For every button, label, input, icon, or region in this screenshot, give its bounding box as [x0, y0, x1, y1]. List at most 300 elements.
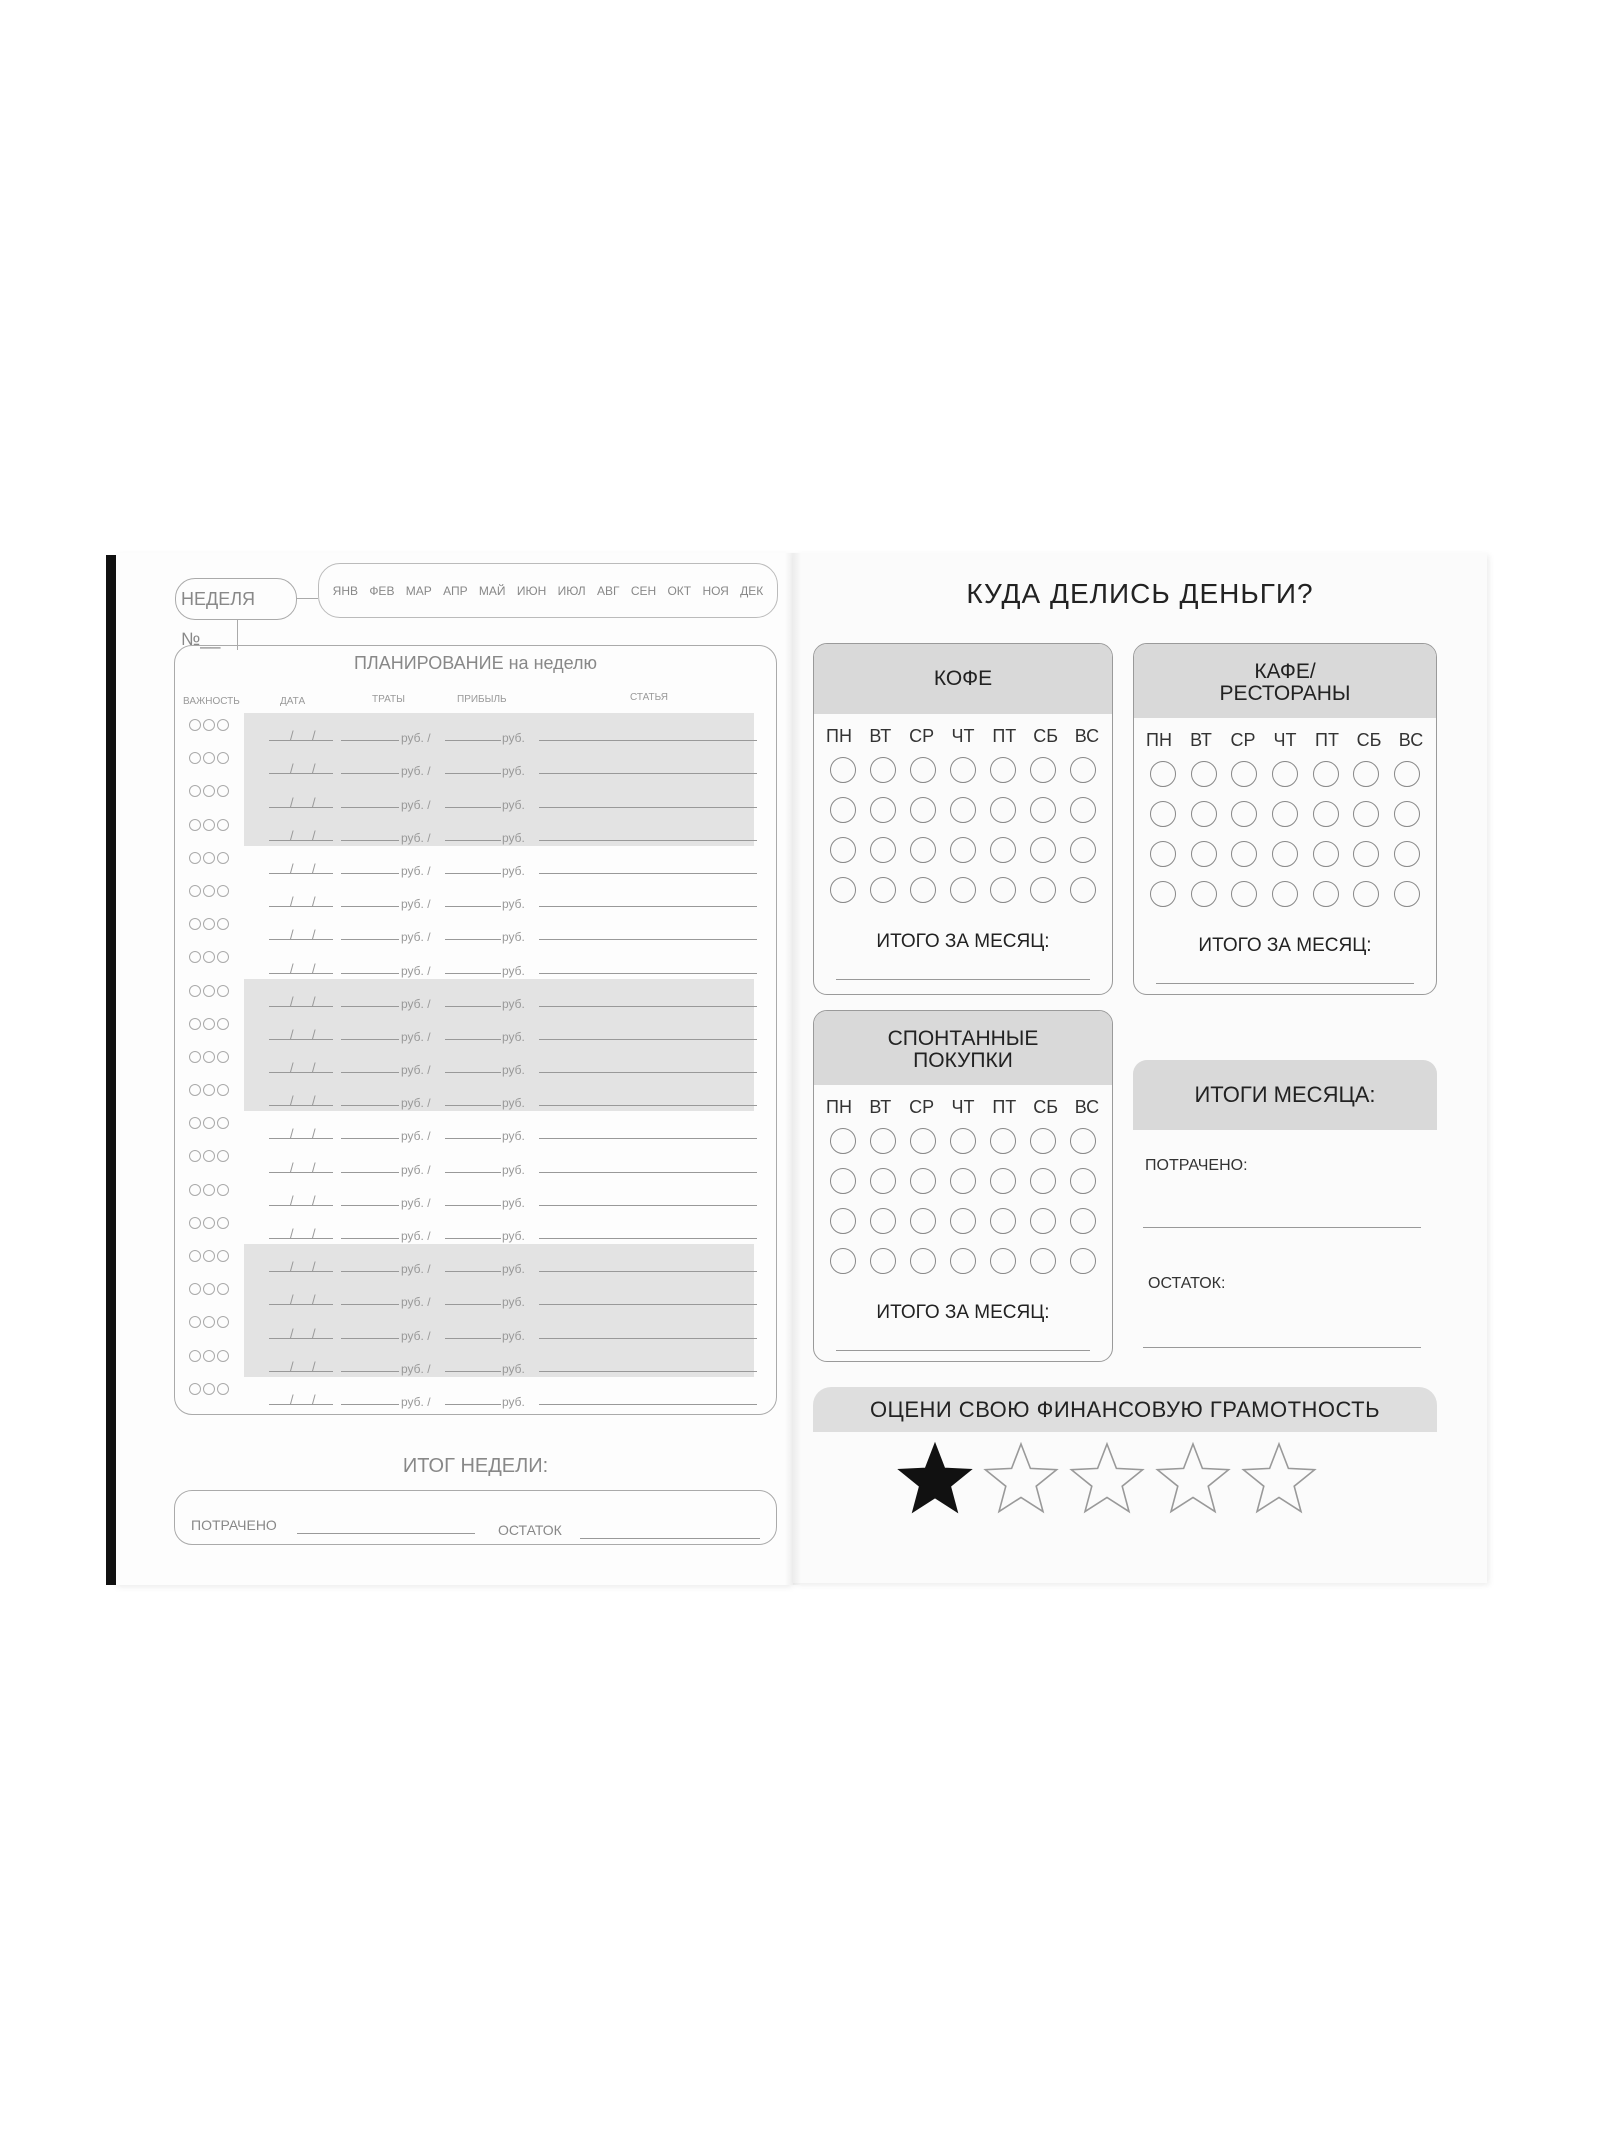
rub-label: руб. /: [401, 1262, 431, 1277]
tracker-circle[interactable]: [830, 757, 856, 783]
tracker-circle[interactable]: [1150, 841, 1176, 867]
tracker-circle[interactable]: [1030, 1128, 1056, 1154]
tracker-circle[interactable]: [1272, 841, 1298, 867]
importance-dot[interactable]: [189, 1084, 201, 1096]
tracker-circle[interactable]: [830, 1208, 856, 1234]
importance-dot[interactable]: [217, 819, 229, 831]
cafe-title-text: КАФЕ/ РЕСТОРАНЫ: [1219, 659, 1351, 705]
expense-field[interactable]: [341, 906, 399, 907]
tracker-circle[interactable]: [910, 1168, 936, 1194]
cafe-total-field[interactable]: [1156, 983, 1414, 984]
tracker-circle[interactable]: [1150, 881, 1176, 907]
importance-dot[interactable]: [203, 852, 215, 864]
importance-dot[interactable]: [203, 752, 215, 764]
importance-dot[interactable]: [217, 885, 229, 897]
tracker-circle[interactable]: [1030, 797, 1056, 823]
tracker-circle[interactable]: [910, 757, 936, 783]
date-field[interactable]: [269, 1071, 333, 1073]
expense-field[interactable]: [341, 973, 399, 974]
category-field[interactable]: [539, 1105, 757, 1106]
rating-stars: [895, 1440, 1319, 1516]
tracker-circle[interactable]: [910, 837, 936, 863]
month-selector: [318, 563, 778, 618]
expense-field[interactable]: [341, 1138, 399, 1139]
tracker-circle[interactable]: [830, 797, 856, 823]
date-field[interactable]: [269, 1005, 333, 1007]
importance-dot[interactable]: [203, 1350, 215, 1362]
tracker-circle[interactable]: [990, 1248, 1016, 1274]
importance-dot[interactable]: [217, 852, 229, 864]
importance-dot[interactable]: [217, 752, 229, 764]
tracker-circle[interactable]: [1191, 801, 1217, 827]
tracker-circle[interactable]: [1313, 801, 1339, 827]
date-separator: /: [290, 1126, 294, 1142]
tracker-circle[interactable]: [1030, 1168, 1056, 1194]
expense-field[interactable]: [341, 1006, 399, 1007]
tracker-circle[interactable]: [870, 797, 896, 823]
row-shading: [244, 779, 754, 812]
importance-dot[interactable]: [189, 885, 201, 897]
importance-dot[interactable]: [217, 1217, 229, 1229]
rub-label: руб.: [502, 963, 525, 978]
expense-field[interactable]: [341, 1304, 399, 1305]
tracker-circle[interactable]: [1070, 1208, 1096, 1234]
star-outline-icon[interactable]: [981, 1440, 1061, 1516]
category-field[interactable]: [539, 1371, 757, 1372]
date-separator: /: [290, 794, 294, 810]
star-outline-icon[interactable]: [1067, 1440, 1147, 1516]
tracker-circle[interactable]: [1394, 761, 1420, 787]
month-jun[interactable]: ИЮН: [516, 583, 547, 598]
importance-dot[interactable]: [203, 1383, 215, 1395]
tracker-circle[interactable]: [950, 1208, 976, 1234]
importance-dot[interactable]: [203, 1150, 215, 1162]
importance-dot[interactable]: [203, 885, 215, 897]
expense-field[interactable]: [341, 1404, 399, 1405]
date-field[interactable]: [269, 1403, 333, 1405]
tracker-circle[interactable]: [990, 757, 1016, 783]
tracker-circle[interactable]: [1272, 881, 1298, 907]
tracker-circle[interactable]: [1070, 1248, 1096, 1274]
category-field[interactable]: [539, 807, 757, 808]
category-field[interactable]: [539, 1205, 757, 1206]
tracker-circle[interactable]: [1231, 841, 1257, 867]
importance-dot[interactable]: [203, 918, 215, 930]
importance-dot[interactable]: [189, 1250, 201, 1262]
income-field[interactable]: [445, 1304, 501, 1305]
income-field[interactable]: [445, 973, 501, 974]
tracker-circle[interactable]: [1070, 757, 1096, 783]
plan-row: [176, 1111, 775, 1144]
date-separator: /: [312, 827, 316, 843]
importance-dot[interactable]: [217, 1150, 229, 1162]
date-separator: /: [312, 1126, 316, 1142]
date-field[interactable]: [269, 839, 333, 841]
tracker-circle[interactable]: [910, 797, 936, 823]
tracker-circle[interactable]: [990, 1128, 1016, 1154]
spontaneous-total-field[interactable]: [836, 1350, 1090, 1351]
month-aug[interactable]: АВГ: [596, 583, 620, 598]
coffee-total-field[interactable]: [836, 979, 1090, 980]
importance-dot[interactable]: [217, 1350, 229, 1362]
importance-dot[interactable]: [217, 1117, 229, 1129]
expense-field[interactable]: [341, 807, 399, 808]
importance-dot[interactable]: [189, 1150, 201, 1162]
day-label: ВТ: [1190, 730, 1212, 750]
importance-dots: [189, 1051, 229, 1063]
spontaneous-card: [813, 1010, 1113, 1362]
date-field[interactable]: [269, 1337, 333, 1339]
tracker-circle[interactable]: [1272, 761, 1298, 787]
star-filled-icon[interactable]: [895, 1440, 975, 1516]
plan-row: [176, 1144, 775, 1177]
tracker-circle[interactable]: [950, 837, 976, 863]
tracker-circle[interactable]: [1353, 761, 1379, 787]
tracker-circle[interactable]: [830, 1248, 856, 1274]
income-field[interactable]: [445, 773, 501, 774]
date-separator: /: [312, 927, 316, 943]
tracker-circle[interactable]: [1070, 797, 1096, 823]
tracker-circle[interactable]: [950, 797, 976, 823]
date-field[interactable]: [269, 1104, 333, 1106]
date-field[interactable]: [269, 1204, 333, 1206]
importance-dot[interactable]: [217, 1250, 229, 1262]
rub-label: руб.: [502, 1361, 525, 1376]
importance-dot[interactable]: [189, 785, 201, 797]
category-field[interactable]: [539, 873, 757, 874]
tracker-circle[interactable]: [1313, 841, 1339, 867]
expense-field[interactable]: [341, 1238, 399, 1239]
importance-dot[interactable]: [189, 1051, 201, 1063]
day-label: ЧТ: [1273, 730, 1297, 750]
tracker-circle[interactable]: [990, 1208, 1016, 1234]
tracker-circle[interactable]: [830, 877, 856, 903]
importance-dot[interactable]: [203, 1184, 215, 1196]
expense-field[interactable]: [341, 740, 399, 741]
date-field[interactable]: [269, 1038, 333, 1040]
month-remaining-field[interactable]: [1143, 1347, 1421, 1348]
rub-label: руб.: [502, 830, 525, 845]
tracker-circle[interactable]: [910, 1208, 936, 1234]
category-field[interactable]: [539, 1271, 757, 1272]
importance-dot[interactable]: [189, 1217, 201, 1229]
expense-field[interactable]: [341, 939, 399, 940]
date-field[interactable]: [269, 1270, 333, 1272]
importance-dot[interactable]: [189, 752, 201, 764]
date-field[interactable]: [269, 905, 333, 907]
tracker-circle[interactable]: [1030, 837, 1056, 863]
date-field[interactable]: [269, 739, 333, 741]
coffee-tracker-grid: [830, 757, 1096, 903]
income-field[interactable]: [445, 840, 501, 841]
plan-row: [176, 713, 775, 746]
date-separator: /: [290, 993, 294, 1009]
date-field[interactable]: [269, 1137, 333, 1139]
expense-field[interactable]: [341, 1338, 399, 1339]
importance-dot[interactable]: [189, 1316, 201, 1328]
tracker-circle[interactable]: [1231, 761, 1257, 787]
tracker-circle[interactable]: [1030, 877, 1056, 903]
week-remaining-field[interactable]: [580, 1538, 760, 1539]
importance-dot[interactable]: [189, 1283, 201, 1295]
tracker-circle[interactable]: [830, 1168, 856, 1194]
tracker-circle[interactable]: [1353, 881, 1379, 907]
month-sep[interactable]: СЕН: [630, 583, 657, 598]
date-separator: /: [290, 1325, 294, 1341]
cafe-card: [1133, 643, 1437, 995]
importance-dot[interactable]: [189, 985, 201, 997]
category-field[interactable]: [539, 1238, 757, 1239]
category-field[interactable]: [539, 1039, 757, 1040]
importance-dot[interactable]: [217, 918, 229, 930]
category-field[interactable]: [539, 973, 757, 974]
rub-label: руб.: [502, 1063, 525, 1078]
tracker-circle[interactable]: [910, 1128, 936, 1154]
tracker-circle[interactable]: [910, 1248, 936, 1274]
tracker-circle[interactable]: [1394, 841, 1420, 867]
day-label: СР: [909, 1097, 935, 1117]
importance-dot[interactable]: [217, 1383, 229, 1395]
category-field[interactable]: [539, 840, 757, 841]
expense-field[interactable]: [341, 873, 399, 874]
spontaneous-tracker-grid: [830, 1128, 1096, 1274]
importance-dot[interactable]: [189, 819, 201, 831]
importance-dot[interactable]: [189, 1117, 201, 1129]
tracker-circle[interactable]: [990, 837, 1016, 863]
income-field[interactable]: [445, 1271, 501, 1272]
income-field[interactable]: [445, 1006, 501, 1007]
cafe-days: [1146, 730, 1424, 751]
importance-dot[interactable]: [217, 1283, 229, 1295]
rub-label: руб.: [502, 764, 525, 779]
month-apr[interactable]: АПР: [443, 583, 468, 598]
tracker-circle[interactable]: [1070, 1128, 1096, 1154]
date-field[interactable]: [269, 1370, 333, 1372]
star-outline-icon[interactable]: [1239, 1440, 1319, 1516]
importance-dot[interactable]: [203, 1117, 215, 1129]
importance-dot[interactable]: [189, 1383, 201, 1395]
tracker-circle[interactable]: [1030, 757, 1056, 783]
income-field[interactable]: [445, 807, 501, 808]
date-field[interactable]: [269, 806, 333, 808]
importance-dot[interactable]: [203, 1316, 215, 1328]
expense-field[interactable]: [341, 1039, 399, 1040]
importance-dot[interactable]: [189, 951, 201, 963]
tracker-circle[interactable]: [870, 1168, 896, 1194]
expense-field[interactable]: [341, 1172, 399, 1173]
tracker-circle[interactable]: [1070, 837, 1096, 863]
tracker-circle[interactable]: [1313, 761, 1339, 787]
tracker-circle[interactable]: [1231, 881, 1257, 907]
spontaneous-title-text: СПОНТАННЫЕ ПОКУПКИ: [887, 1026, 1039, 1072]
income-field[interactable]: [445, 1105, 501, 1106]
category-field[interactable]: [539, 939, 757, 940]
expense-field[interactable]: [341, 773, 399, 774]
date-field[interactable]: [269, 972, 333, 974]
date-field[interactable]: [269, 1171, 333, 1173]
month-feb[interactable]: ФЕВ: [369, 583, 395, 598]
tracker-circle[interactable]: [870, 1208, 896, 1234]
tracker-circle[interactable]: [1150, 801, 1176, 827]
expense-field[interactable]: [341, 1105, 399, 1106]
tracker-circle[interactable]: [1030, 1248, 1056, 1274]
importance-dot[interactable]: [217, 985, 229, 997]
income-field[interactable]: [445, 1138, 501, 1139]
importance-dot[interactable]: [203, 1084, 215, 1096]
month-may[interactable]: МАЙ: [478, 583, 506, 598]
importance-dot[interactable]: [217, 1184, 229, 1196]
importance-dot[interactable]: [203, 1283, 215, 1295]
tracker-circle[interactable]: [830, 837, 856, 863]
importance-dot[interactable]: [217, 1084, 229, 1096]
income-field[interactable]: [445, 906, 501, 907]
tracker-circle[interactable]: [1191, 761, 1217, 787]
category-field[interactable]: [539, 1072, 757, 1073]
tracker-circle[interactable]: [990, 797, 1016, 823]
tracker-circle[interactable]: [870, 837, 896, 863]
right-page-title: КУДА ДЕЛИСЬ ДЕНЬГИ?: [966, 578, 1314, 609]
category-field[interactable]: [539, 1304, 757, 1305]
tracker-circle[interactable]: [1231, 801, 1257, 827]
category-field[interactable]: [539, 1338, 757, 1339]
category-field[interactable]: [539, 1006, 757, 1007]
income-field[interactable]: [445, 1238, 501, 1239]
month-spent-field[interactable]: [1143, 1227, 1421, 1228]
tracker-circle[interactable]: [1030, 1208, 1056, 1234]
tracker-circle[interactable]: [1191, 881, 1217, 907]
tracker-circle[interactable]: [950, 1248, 976, 1274]
week-number-field[interactable]: [175, 578, 297, 649]
tracker-circle[interactable]: [1353, 801, 1379, 827]
date-separator: /: [312, 993, 316, 1009]
cafe-tracker-grid: [1150, 761, 1420, 907]
importance-dot[interactable]: [217, 1018, 229, 1030]
category-field[interactable]: [539, 906, 757, 907]
tracker-circle[interactable]: [870, 1128, 896, 1154]
rub-label: руб.: [502, 897, 525, 912]
importance-dot[interactable]: [217, 1051, 229, 1063]
tracker-circle[interactable]: [910, 877, 936, 903]
expense-field[interactable]: [341, 1271, 399, 1272]
income-field[interactable]: [445, 1172, 501, 1173]
importance-dot[interactable]: [217, 719, 229, 731]
month-jan[interactable]: ЯНВ: [332, 583, 358, 598]
income-field[interactable]: [445, 939, 501, 940]
month-dec[interactable]: ДЕК: [740, 583, 764, 598]
rub-label: руб. /: [401, 930, 431, 945]
day-label: СБ: [1033, 726, 1059, 746]
tracker-circle[interactable]: [870, 757, 896, 783]
category-field[interactable]: [539, 1172, 757, 1173]
coffee-card-title: КОФЕ: [814, 644, 1112, 714]
tracker-circle[interactable]: [830, 1128, 856, 1154]
importance-dot[interactable]: [217, 951, 229, 963]
cafe-total-label: ИТОГО ЗА МЕСЯЦ:: [1198, 935, 1372, 956]
category-field[interactable]: [539, 773, 757, 774]
tracker-circle[interactable]: [870, 877, 896, 903]
month-oct[interactable]: ОКТ: [667, 583, 692, 598]
importance-dot[interactable]: [189, 1018, 201, 1030]
income-field[interactable]: [445, 1205, 501, 1206]
importance-dot[interactable]: [189, 719, 201, 731]
date-field[interactable]: [269, 938, 333, 940]
importance-dot[interactable]: [189, 1350, 201, 1362]
tracker-circle[interactable]: [950, 1168, 976, 1194]
income-field[interactable]: [445, 1338, 501, 1339]
tracker-circle[interactable]: [1313, 881, 1339, 907]
importance-dot[interactable]: [203, 1250, 215, 1262]
importance-dot[interactable]: [217, 785, 229, 797]
day-label: ПТ: [992, 726, 1017, 746]
category-field[interactable]: [539, 740, 757, 741]
category-field[interactable]: [539, 1138, 757, 1139]
week-spent-field[interactable]: [297, 1533, 475, 1534]
expense-field[interactable]: [341, 1371, 399, 1372]
importance-dot[interactable]: [203, 785, 215, 797]
tracker-circle[interactable]: [1394, 881, 1420, 907]
expense-field[interactable]: [341, 1205, 399, 1206]
expense-field[interactable]: [341, 1072, 399, 1073]
importance-dot[interactable]: [189, 852, 201, 864]
income-field[interactable]: [445, 1039, 501, 1040]
tracker-circle[interactable]: [1070, 1168, 1096, 1194]
importance-dot[interactable]: [189, 1184, 201, 1196]
expense-field[interactable]: [341, 840, 399, 841]
income-field[interactable]: [445, 1072, 501, 1073]
income-field[interactable]: [445, 1404, 501, 1405]
tracker-circle[interactable]: [1394, 801, 1420, 827]
tracker-circle[interactable]: [1191, 841, 1217, 867]
income-field[interactable]: [445, 1371, 501, 1372]
tracker-circle[interactable]: [1272, 801, 1298, 827]
plan-row: [176, 813, 775, 846]
income-field[interactable]: [445, 873, 501, 874]
star-outline-icon[interactable]: [1153, 1440, 1233, 1516]
month-nov[interactable]: НОЯ: [702, 583, 729, 598]
tracker-circle[interactable]: [990, 877, 1016, 903]
date-separator: /: [290, 860, 294, 876]
month-jul[interactable]: ИЮЛ: [557, 583, 586, 598]
rub-label: руб.: [502, 1262, 525, 1277]
tracker-circle[interactable]: [950, 1128, 976, 1154]
importance-dot[interactable]: [203, 951, 215, 963]
week-label: НЕДЕЛЯ №__: [181, 589, 256, 649]
category-field[interactable]: [539, 1404, 757, 1405]
importance-dot[interactable]: [203, 719, 215, 731]
date-field[interactable]: [269, 1303, 333, 1305]
tracker-circle[interactable]: [1070, 877, 1096, 903]
importance-dot[interactable]: [203, 1051, 215, 1063]
tracker-circle[interactable]: [870, 1248, 896, 1274]
importance-dot[interactable]: [189, 918, 201, 930]
month-mar[interactable]: МАР: [405, 583, 432, 598]
tracker-circle[interactable]: [1353, 841, 1379, 867]
tracker-circle[interactable]: [990, 1168, 1016, 1194]
importance-dot[interactable]: [203, 1018, 215, 1030]
importance-dot[interactable]: [203, 985, 215, 997]
importance-dot[interactable]: [203, 1217, 215, 1229]
date-field[interactable]: [269, 772, 333, 774]
importance-dots: [189, 885, 229, 897]
date-field[interactable]: [269, 1237, 333, 1239]
importance-dot[interactable]: [203, 819, 215, 831]
date-field[interactable]: [269, 872, 333, 874]
tracker-circle[interactable]: [1150, 761, 1176, 787]
tracker-circle[interactable]: [950, 877, 976, 903]
tracker-circle[interactable]: [950, 757, 976, 783]
importance-dot[interactable]: [217, 1316, 229, 1328]
income-field[interactable]: [445, 740, 501, 741]
